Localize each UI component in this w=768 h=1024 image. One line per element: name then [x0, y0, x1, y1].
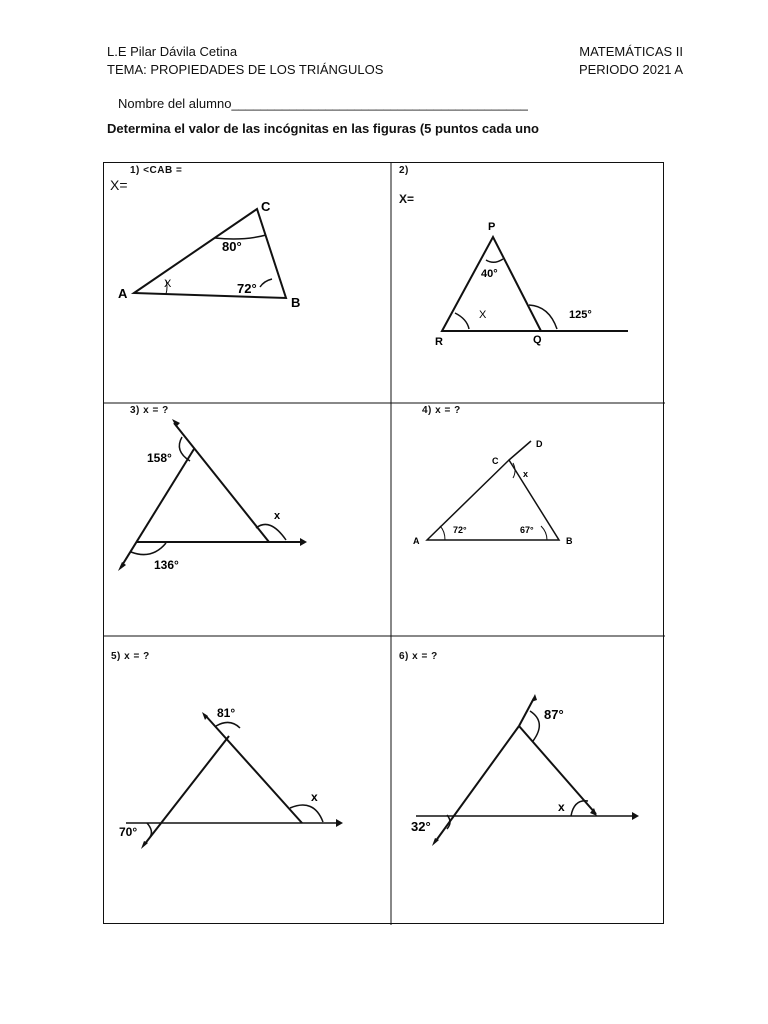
- problem-3-figure: [104, 403, 391, 636]
- problem-2-angle-p: 40°: [481, 268, 498, 280]
- problem-1-vertex-c: C: [261, 199, 271, 214]
- problem-5-unknown: x: [311, 790, 318, 804]
- instructions: Determina el valor de las incógnitas en las figuras (5 puntos cada uno: [107, 121, 540, 136]
- problem-2-vertex-p: P: [488, 221, 496, 233]
- problem-5-question: 5) x = ?: [111, 651, 150, 662]
- problem-4-vertex-b: B: [566, 536, 573, 546]
- problem-3-question: 3) x = ?: [130, 405, 169, 416]
- problem-2-cell: [391, 163, 665, 403]
- problem-6-cell: [391, 636, 665, 925]
- problem-4-vertex-a: A: [413, 536, 420, 546]
- problem-5-figure: [104, 636, 391, 925]
- problem-5-cell: [104, 636, 391, 925]
- problem-2-vertex-q: Q: [533, 334, 542, 346]
- problem-grid: [103, 162, 664, 924]
- problem-4-question: 4) x = ?: [422, 405, 461, 416]
- problem-3-cell: [104, 403, 391, 636]
- problem-1-vertex-a: A: [118, 286, 128, 301]
- problem-4-vertex-d: D: [536, 439, 543, 449]
- problem-6-bottom-angle: 32°: [411, 819, 431, 834]
- problem-5-bottom-angle: 70°: [119, 825, 138, 839]
- problem-4-angle-b: 67°: [520, 525, 534, 535]
- period-label: PERIODO 2021 A: [578, 62, 683, 77]
- problem-1-angle-c: 80°: [222, 239, 242, 254]
- problem-1-question: 1) <CAB =: [130, 165, 183, 176]
- problem-1-angle-b: 72°: [237, 281, 257, 296]
- problem-2-answer-prompt[interactable]: X=: [399, 192, 415, 206]
- problem-3-top-angle: 158°: [147, 451, 172, 465]
- problem-2-figure: [391, 163, 665, 403]
- problem-5-top-angle: 81°: [217, 706, 236, 720]
- problem-2-vertex-r: R: [435, 336, 443, 348]
- problem-1-vertex-b: B: [291, 295, 301, 310]
- problem-2-exterior-angle: 125°: [569, 309, 592, 321]
- problem-6-top-angle: 87°: [544, 707, 564, 722]
- problem-4-vertex-c: C: [492, 456, 499, 466]
- problem-4-angle-a: 72°: [453, 525, 467, 535]
- problem-2-question: 2): [399, 165, 409, 176]
- problem-3-bottom-angle: 136°: [154, 558, 179, 572]
- problem-2-unknown: X: [479, 309, 487, 321]
- problem-6-unknown: x: [558, 800, 565, 814]
- problem-1-unknown: X: [164, 278, 172, 290]
- problem-1-cell: [104, 163, 391, 403]
- problem-1-figure: [104, 163, 391, 403]
- problem-6-question: 6) x = ?: [399, 651, 438, 662]
- problem-1-answer-prompt[interactable]: X=: [110, 177, 128, 193]
- problem-3-unknown: x: [274, 510, 281, 522]
- author-name: L.E Pilar Dávila Cetina: [107, 44, 238, 59]
- student-name-field[interactable]: Nombre del alumno_________________________________________: [118, 96, 528, 111]
- problem-4-figure: [391, 403, 665, 636]
- subject-title: MATEMÁTICAS II: [579, 44, 683, 59]
- problem-4-unknown: x: [523, 469, 529, 479]
- problem-4-cell: [391, 403, 665, 636]
- problem-6-figure: [391, 636, 665, 925]
- topic-title: TEMA: PROPIEDADES DE LOS TRIÁNGULOS: [107, 62, 384, 77]
